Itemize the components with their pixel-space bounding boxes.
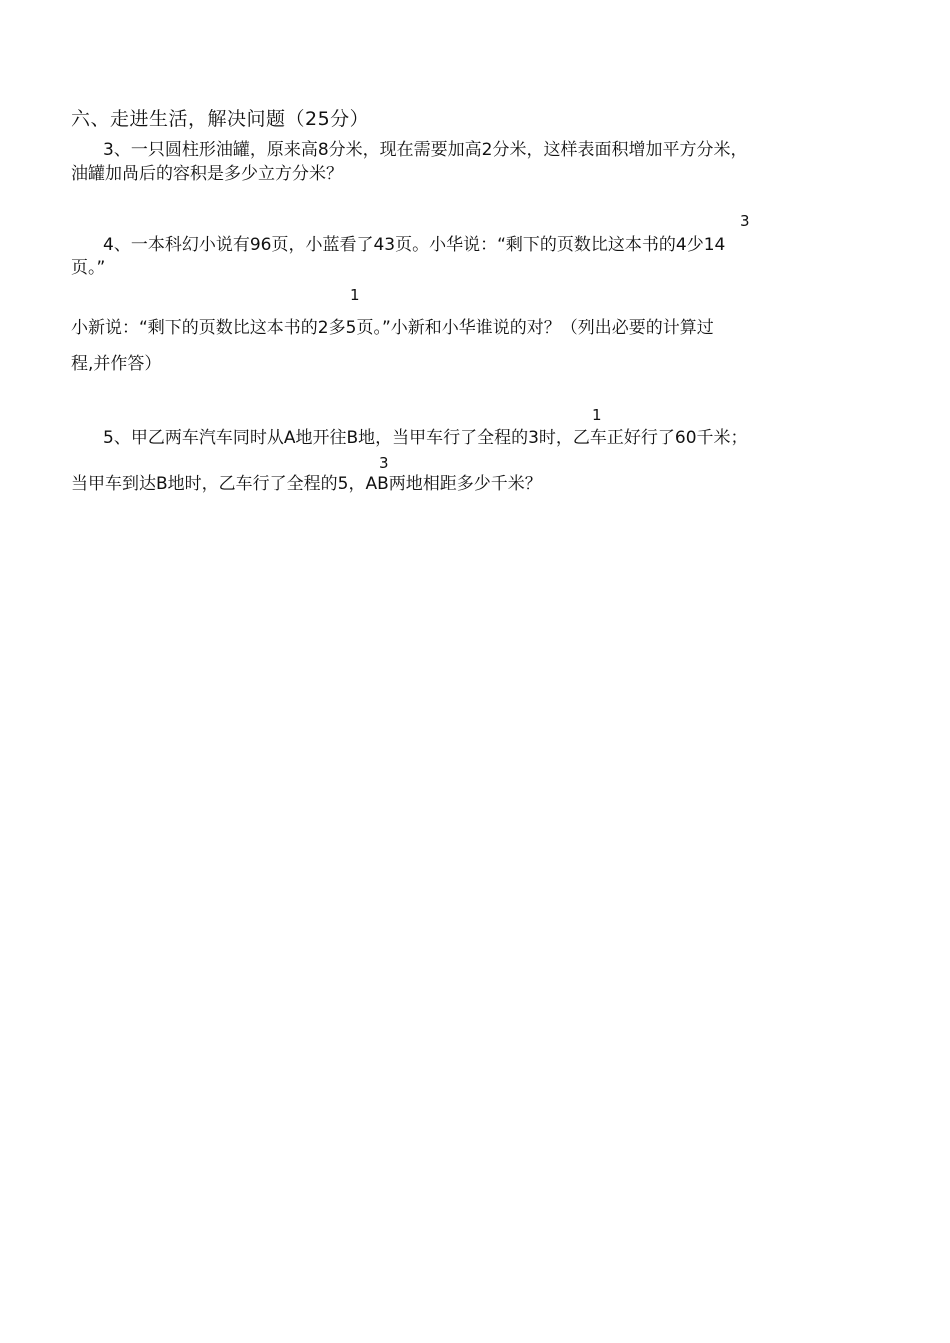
question-4-line-2: 页。” (71, 258, 106, 278)
question-4-line-3: 小新说：“剩下的页数比这本书的2多5页。”小新和小华谁说的对？（列出必要的计算过 (71, 318, 714, 338)
section-heading: 六、走进生活，解决问题（25分） (71, 108, 370, 130)
question-4-line-4: 程,并作答） (71, 354, 162, 374)
fraction-numerator: 1 (592, 406, 602, 424)
question-3-line-1: 3、一只圆柱形油罐，原来高8分米，现在需要加高2分米，这样表面积增加平方分米， (103, 140, 748, 160)
question-4-line-1: 4、一本科幻小说有96页，小蓝看了43页。小华说：“剩下的页数比这本书的4少14 (103, 235, 726, 255)
fraction-numerator: 1 (350, 286, 360, 304)
question-5-line-1: 5、甲乙两车汽车同时从A地开往B地，当甲车行了全程的3时，乙车正好行了60千米； (103, 428, 748, 448)
fraction-numerator: 3 (379, 454, 389, 472)
question-3-line-2: 油罐加咼后的容积是多少立方分米？ (71, 164, 343, 184)
question-5-line-2: 当甲车到达B地时，乙车行了全程的5，AB两地相距多少千米？ (71, 474, 542, 494)
fraction-numerator: 3 (740, 212, 750, 230)
